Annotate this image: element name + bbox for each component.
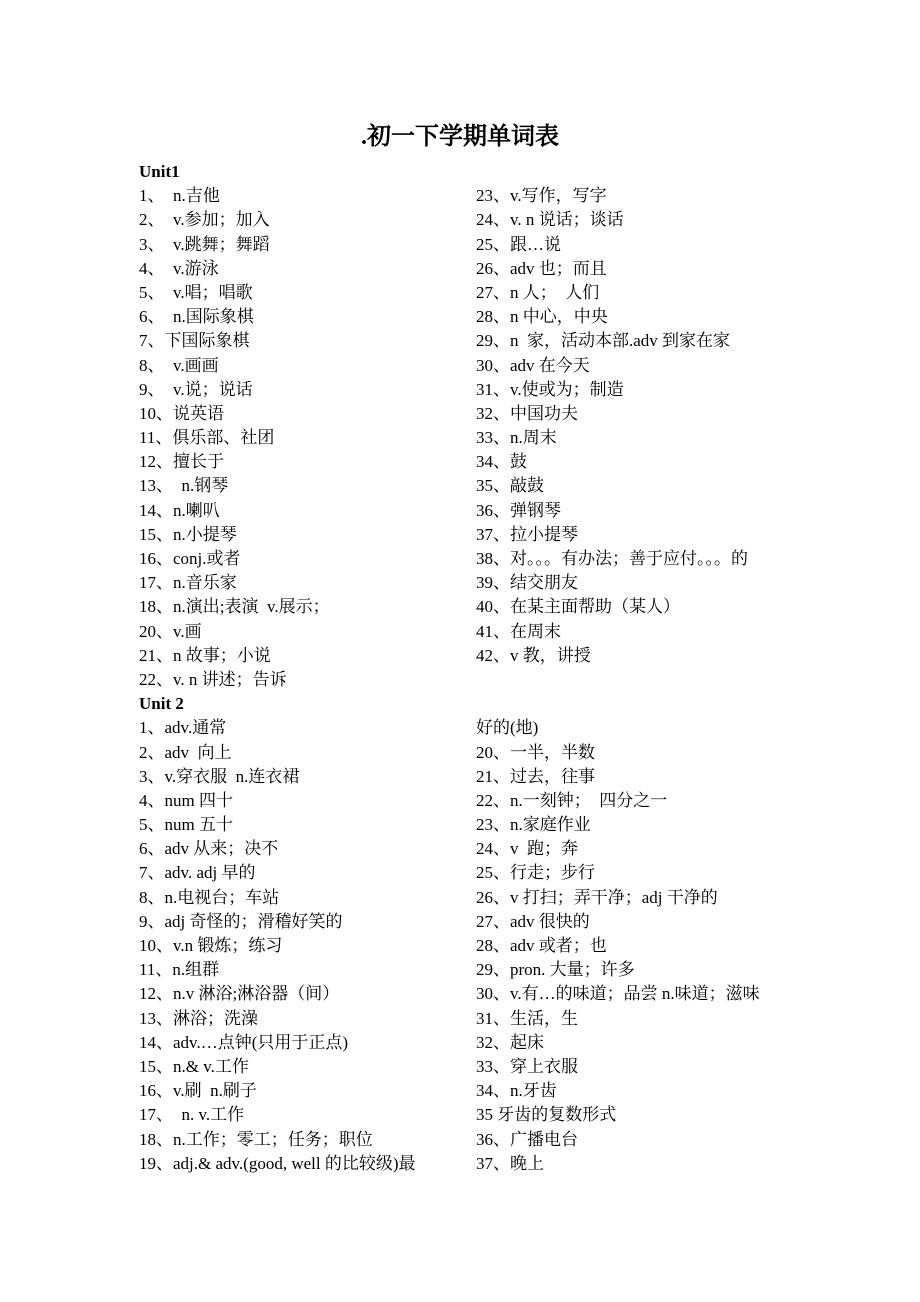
vocab-entry: 29、n 家，活动本部.adv 到家在家 (476, 331, 731, 351)
vocab-entry: 16、v.刷 n.刷子 (139, 1081, 257, 1101)
vocab-entry: 22、v. n 讲述；告诉 (139, 669, 287, 689)
vocab-entry: 3、 v.跳舞；舞蹈 (139, 234, 270, 254)
vocabulary-list (139, 160, 839, 1176)
vocab-entry: 好的(地) (476, 718, 539, 738)
vocab-entry: 34、鼓 (476, 452, 527, 472)
right-column (476, 184, 748, 692)
vocab-entry: 9、adj 奇怪的；滑稽好笑的 (139, 911, 343, 931)
vocab-entry: 9、 v.说；说话 (139, 379, 253, 399)
vocab-entry: 21、过去，往事 (476, 766, 595, 786)
vocab-entry: 26、adv 也；而且 (476, 258, 607, 278)
vocab-entry: 42、v 教，讲授 (476, 645, 591, 665)
vocab-entry: 37、晚上 (476, 1153, 544, 1173)
vocab-entry: 12、n.v 淋浴;淋浴器（间） (139, 984, 340, 1004)
vocab-entry: 34、n.牙齿 (476, 1081, 557, 1101)
vocab-entry: 27、adv 很快的 (476, 911, 590, 931)
unit-columns (139, 716, 839, 1176)
vocab-entry: 17、n.音乐家 (139, 573, 237, 593)
vocab-entry: 28、n 中心，中央 (476, 307, 608, 327)
vocab-entry: 37、拉小提琴 (476, 524, 578, 544)
vocab-entry: 2、 v.参加；加入 (139, 210, 270, 230)
vocab-entry: 31、v.使或为；制造 (476, 379, 624, 399)
vocab-entry: 22、n.一刻钟； 四分之一 (476, 790, 668, 810)
vocab-entry: 41、在周末 (476, 621, 561, 641)
vocab-entry: 8、n.电视台；车站 (139, 887, 280, 907)
vocab-entry: 14、n.喇叭 (139, 500, 220, 520)
vocab-entry: 23、v.写作，写字 (476, 186, 607, 206)
vocab-entry: 36、广播电台 (476, 1129, 578, 1149)
vocab-entry: 5、 v.唱；唱歌 (139, 282, 253, 302)
unit-heading: Unit 2 (139, 694, 184, 714)
vocab-entry: 15、n.小提琴 (139, 524, 237, 544)
vocab-entry: 17、 n. v.工作 (139, 1105, 245, 1125)
vocab-entry: 32、中国功夫 (476, 403, 578, 423)
vocab-entry: 33、n.周末 (476, 428, 557, 448)
vocab-entry: 25、跟…说 (476, 234, 561, 254)
vocab-entry: 35、敲鼓 (476, 476, 544, 496)
vocab-entry: 26、v 打扫；弄干净；adj 干净的 (476, 887, 718, 907)
vocab-entry: 11、俱乐部、社团 (139, 428, 275, 448)
vocab-entry: 20、v.画 (139, 621, 202, 641)
right-column (476, 716, 760, 1176)
vocab-entry: 13、 n.钢琴 (139, 476, 229, 496)
vocab-entry: 25、行走；步行 (476, 863, 595, 883)
unit-columns (139, 184, 839, 692)
vocab-entry: 8、 v.画画 (139, 355, 219, 375)
document-title: .初一下学期单词表 (361, 124, 559, 150)
vocab-entry: 20、一半，半数 (476, 742, 595, 762)
vocab-entry: 30、v.有…的味道；品尝 n.味道；滋味 (476, 984, 760, 1004)
vocab-entry: 1、 n.吉他 (139, 186, 220, 206)
vocab-entry: 24、v. n 说话；谈话 (476, 210, 624, 230)
vocab-entry: 19、adj.& adv.(good, well 的比较级)最 (139, 1153, 416, 1173)
vocab-entry: 18、n.工作；零工；任务；职位 (139, 1129, 373, 1149)
vocab-entry: 12、擅长于 (139, 452, 224, 472)
vocab-entry: 3、v.穿衣服 n.连衣裙 (139, 766, 300, 786)
vocab-entry: 32、起床 (476, 1032, 544, 1052)
vocab-entry: 31、生活，生 (476, 1008, 578, 1028)
left-column (139, 184, 476, 692)
vocab-entry: 27、n 人； 人们 (476, 282, 600, 302)
vocab-entry: 24、v 跑；奔 (476, 839, 578, 859)
vocab-entry: 10、说英语 (139, 403, 224, 423)
vocab-entry: 7、adv. adj 早的 (139, 863, 256, 883)
left-column (139, 716, 476, 1176)
vocab-entry: 18、n.演出;表演 v.展示； (139, 597, 330, 617)
vocab-entry: 10、v.n 锻炼；练习 (139, 936, 283, 955)
vocab-entry: 4、num 四十 (139, 790, 233, 810)
vocab-entry: 28、adv 或者；也 (476, 936, 607, 955)
vocab-entry: 6、 n.国际象棋 (139, 307, 254, 327)
vocab-entry: 35 牙齿的复数形式 (476, 1105, 617, 1125)
vocab-entry: 23、n.家庭作业 (476, 815, 591, 835)
vocab-entry: 33、穿上衣服 (476, 1056, 578, 1076)
vocab-entry: 6、adv 从来；决不 (139, 839, 279, 859)
vocab-entry: 39、结交朋友 (476, 573, 578, 593)
vocab-entry: 11、n.组群 (139, 960, 220, 980)
unit-heading: Unit1 (139, 162, 180, 181)
vocab-entry: 2、adv 向上 (139, 742, 232, 762)
vocab-entry: 14、adv.…点钟(只用于正点) (139, 1032, 349, 1052)
vocab-entry: 5、num 五十 (139, 815, 233, 835)
vocab-entry: 29、pron. 大量；许多 (476, 960, 635, 980)
vocab-entry: 30、adv 在今天 (476, 355, 590, 375)
vocab-entry: 16、conj.或者 (139, 549, 241, 568)
vocab-entry: 15、n.& v.工作 (139, 1056, 249, 1076)
vocab-entry: 13、淋浴；洗澡 (139, 1008, 258, 1028)
vocab-entry: 40、在某主面帮助（某人） (476, 597, 680, 617)
vocab-entry: 7、下国际象棋 (139, 331, 250, 351)
vocab-entry: 21、n 故事；小说 (139, 645, 271, 665)
vocab-entry: 4、 v.游泳 (139, 258, 219, 278)
vocab-entry: 38、对。。。有办法；善于应付。。。的 (476, 549, 748, 568)
vocab-entry: 36、弹钢琴 (476, 500, 561, 520)
vocab-entry: 1、adv.通常 (139, 718, 227, 738)
